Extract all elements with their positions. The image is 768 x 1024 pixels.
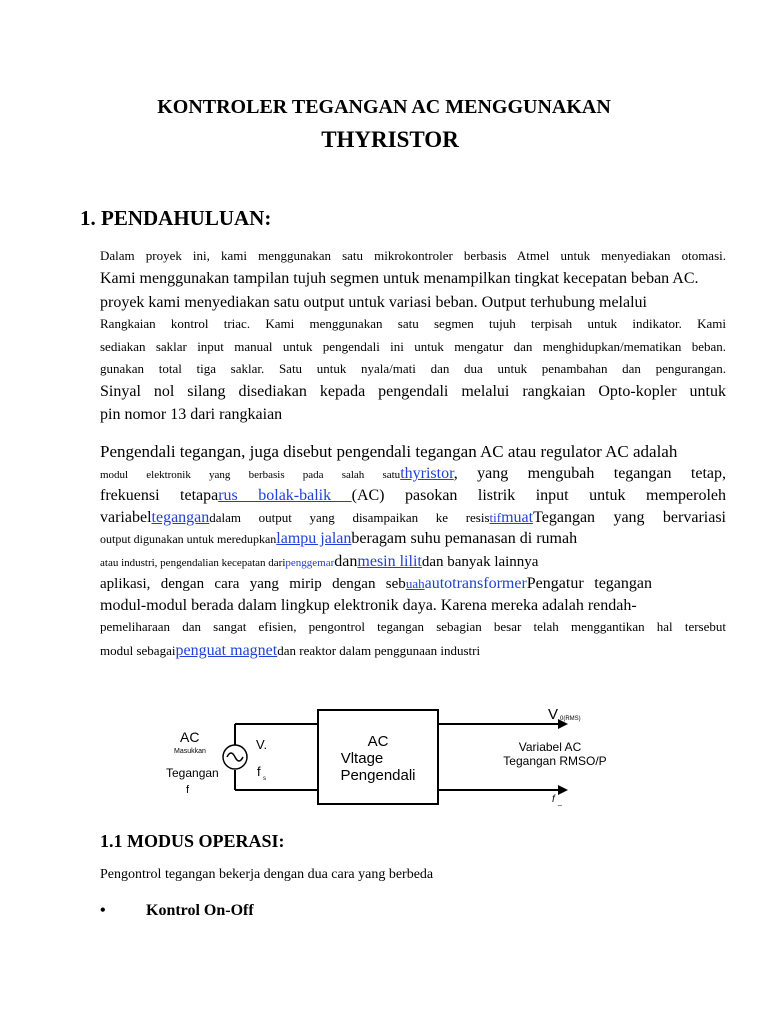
text-run: dalam output yang disampaikan ke resis xyxy=(209,510,490,525)
paragraph-line xyxy=(100,642,726,660)
label-tegangan-rms: Tegangan RMSO/P xyxy=(503,754,607,768)
link-thyristor[interactable]: thyristor xyxy=(400,465,454,482)
text-run: dan reaktor dalam penggunaan industri xyxy=(277,643,481,658)
paragraph-line: Dalam proyek ini, kami menggunakan satu mikrokontroler berbasis Atmel untuk menyediakan otomasi. xyxy=(100,248,726,263)
text-run: Pengatur tegangan xyxy=(526,575,653,592)
block-diagram xyxy=(150,690,620,815)
paragraph-line xyxy=(100,530,660,548)
text-run: aplikasi, dengan cara yang mirip dengan seb xyxy=(100,576,406,592)
text-run: (AC) pasokan listrik input untuk memperoleh xyxy=(351,487,727,504)
box-label-pengendali: Pengendali xyxy=(340,767,416,784)
label-vo: V xyxy=(548,706,559,723)
link-autotransformer[interactable]: autotransformer xyxy=(424,575,527,592)
link-penguat-magnet[interactable]: penguat magnet xyxy=(175,642,278,659)
box-label-ac: AC xyxy=(367,733,389,750)
link-arus-bolak-balik[interactable]: rus bolak-balik xyxy=(218,487,352,504)
text-run: output digunakan untuk meredupkan xyxy=(100,532,277,546)
label-fs: f xyxy=(257,764,261,779)
section-paragraph: Pengontrol tegangan bekerja dengan dua cara yang berbeda xyxy=(100,867,434,882)
document-title-line2: THYRISTOR xyxy=(321,127,459,152)
paragraph-line xyxy=(100,509,726,527)
paragraph-line: modul-modul berada dalam lingkup elektronik daya. Karena mereka adalah rendah- xyxy=(100,597,637,614)
text-run: atau industri, pengendalian kecepatan dari xyxy=(100,557,286,569)
label-vo-sub: 0(RMS) xyxy=(560,716,581,722)
label-fs-sub: s xyxy=(263,776,266,782)
text-run: frekuensi tetapa xyxy=(100,487,219,504)
link-tif[interactable]: tif xyxy=(489,510,502,525)
paragraph-line: pin nomor 13 dari rangkaian xyxy=(100,406,283,423)
bullet-label: Kontrol On-Off xyxy=(146,902,254,919)
paragraph-line: Sinyal nol silang disediakan kepada pengendali melalui rangkaian Opto-kopler untuk xyxy=(100,383,726,400)
paragraph-line xyxy=(100,465,726,483)
label-fo: f xyxy=(552,794,555,805)
paragraph-line: gunakan total tiga saklar. Satu untuk nyala/mati dan dua untuk penambahan dan pengurangan. xyxy=(100,361,726,376)
text-run: modul elektronik yang berbasis pada salah satu xyxy=(100,469,401,481)
text-run: variabel xyxy=(100,509,152,526)
text-run: Tegangan yang bervariasi xyxy=(533,509,727,526)
text-run: dan banyak lainnya xyxy=(421,554,539,570)
text-run: beragam suhu pemanasan di rumah xyxy=(351,530,578,547)
text-run: , yang mengubah tegangan tetap, xyxy=(453,465,726,482)
label-fo-sub: _ xyxy=(558,799,562,806)
document-title-line1: KONTROLER TEGANGAN AC MENGGUNAKAN xyxy=(157,96,611,118)
link-penggemar[interactable]: penggemar xyxy=(285,557,335,569)
paragraph-line xyxy=(100,553,630,571)
link-muat[interactable]: muat xyxy=(501,509,534,526)
link-mesin-lilit[interactable]: mesin lilit xyxy=(357,553,422,570)
label-vs: V. xyxy=(256,737,268,752)
label-variabel-ac: Variabel AC xyxy=(518,740,582,754)
section-heading-modus-operasi: 1.1 MODUS OPERASI: xyxy=(100,831,285,851)
label-ac: AC xyxy=(180,729,200,745)
paragraph-line: Rangkaian kontrol triac. Kami menggunakan satu segmen tujuh terpisah untuk indikator. Kami xyxy=(100,316,726,331)
bullet-icon: • xyxy=(100,902,106,919)
label-f: f xyxy=(186,784,190,796)
box-label-vltage: Vltage xyxy=(340,750,384,767)
label-masukkan: Masukkan xyxy=(174,748,206,755)
paragraph-line: proyek kami menyediakan satu output untuk variasi beban. Output terhubung melalui xyxy=(100,294,647,311)
paragraph-line: Kami menggunakan tampilan tujuh segmen untuk menampilkan tingkat kecepatan beban AC. xyxy=(100,270,699,287)
bullet-item xyxy=(100,902,254,920)
paragraph-line: Pengendali tegangan, juga disebut pengendali tegangan AC atau regulator AC adalah xyxy=(100,442,678,461)
paragraph-line: sediakan saklar input manual untuk pengendali ini untuk mengatur dan menghidupkan/mematikan beban. xyxy=(100,339,726,354)
paragraph-line xyxy=(100,487,726,505)
arrow-bottom-icon xyxy=(558,785,568,795)
paragraph-line xyxy=(100,575,652,593)
link-lampu-jalan[interactable]: lampu jalan xyxy=(276,530,352,547)
section-heading-pendahuluan: 1. PENDAHULUAN: xyxy=(80,206,272,230)
text-run: modul sebagai xyxy=(100,643,176,658)
label-tegangan: Tegangan xyxy=(166,766,219,780)
text-run: dan xyxy=(334,553,358,570)
link-tegangan[interactable]: tegangan xyxy=(151,509,210,526)
link-uah[interactable]: uah xyxy=(405,576,425,591)
paragraph-line: pemeliharaan dan sangat efisien, pengontrol tegangan sebagian besar telah menggantikan hal tersebut xyxy=(100,619,726,634)
